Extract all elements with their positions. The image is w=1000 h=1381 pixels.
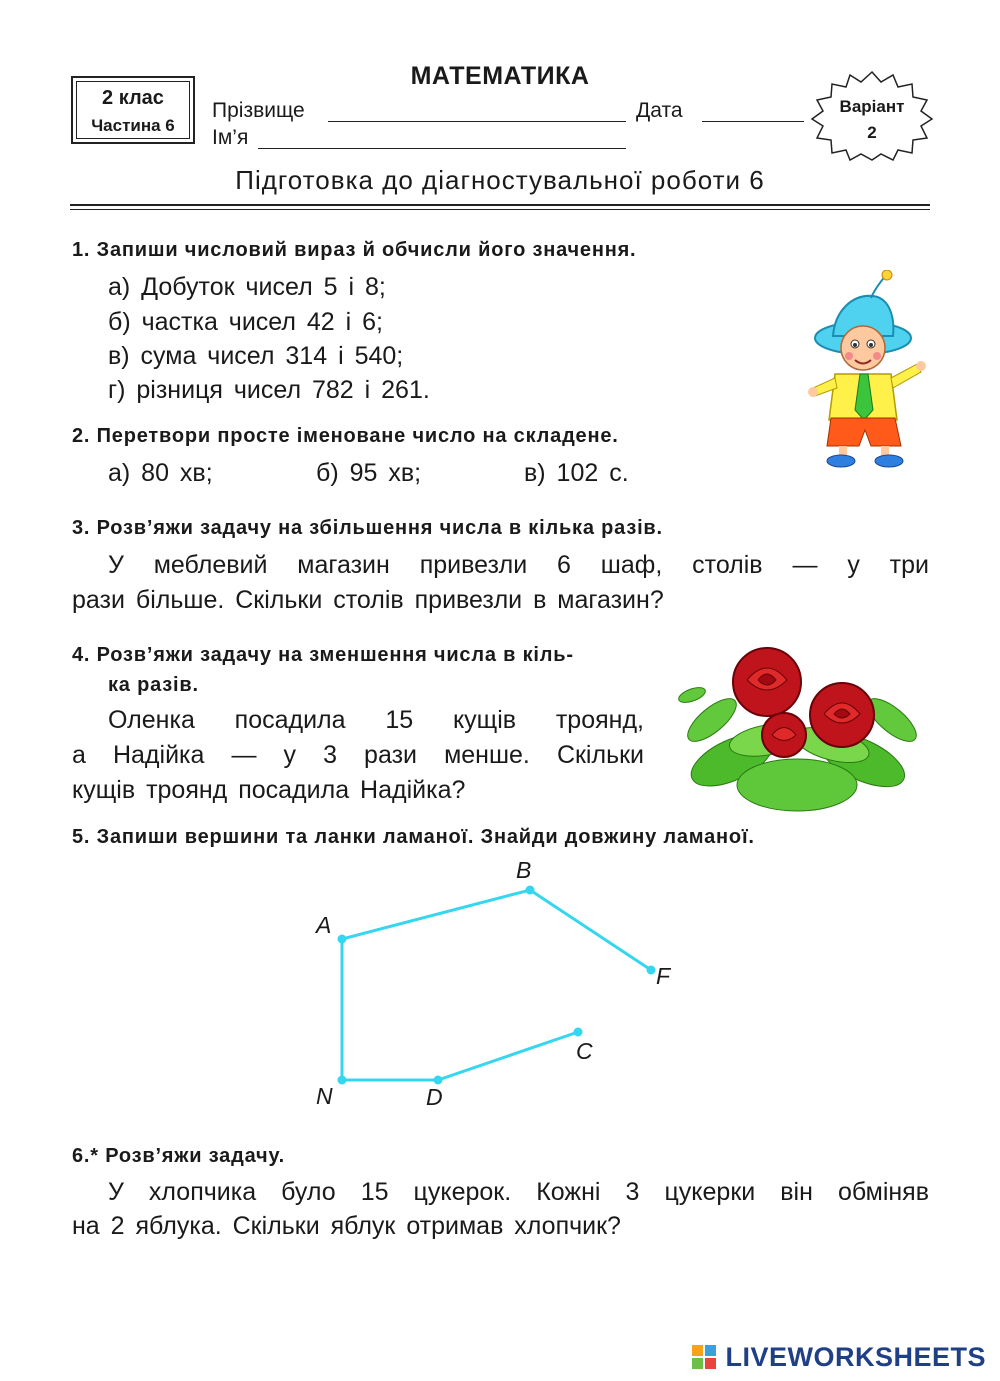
task2-item-b: б) 95 хв; [316,459,422,487]
task2-heading: 2. Перетвори просте іменоване число на складене. [72,425,619,447]
class-label: 2 клас [102,87,164,109]
point-c-label: C [576,1038,593,1064]
task6-heading: 6.* Розв’яжи задачу. [72,1145,285,1167]
variant-number: 2 [867,123,877,142]
surname-label: Прізвище [212,99,305,122]
point-d-label: D [426,1084,443,1110]
roses-illustration [672,640,922,815]
task1-item-c: в) сума чисел 314 і 540; [108,342,404,370]
task1-item-b: б) частка чисел 42 і 6; [108,308,384,336]
polyline-diagram [300,855,700,1115]
polyline-svg [300,855,700,1115]
segment-bf [530,890,651,970]
task4-text-line3: кущів троянд посадила Надійка? [72,776,466,804]
worksheet-subtitle: Підготовка до діагностувальної роботи 6 [235,165,765,195]
point-a-dot [338,935,347,944]
name-field[interactable] [258,148,626,149]
polyline-abnd-c [342,890,578,1080]
task4-heading-line2: ка разів. [108,674,199,696]
task5-heading: 5. Запиши вершини та ланки ламаної. Знайди довжину ламаної. [72,826,755,848]
task4-text-line2: а Надійка — у 3 рази менше. Скільки [72,741,644,769]
task6-text-line1: У хлопчика було 15 цукерок. Кожні 3 цукерки він обміняв [108,1178,929,1206]
task6-text-line2: на 2 яблука. Скільки яблук отримав хлопчик? [72,1212,621,1240]
point-n-label: N [316,1083,333,1109]
task1-item-d: г) різниця чисел 782 і 261. [108,376,430,404]
class-box [71,76,195,144]
part-label: Частина 6 [91,116,175,135]
subject-title: МАТЕМАТИКА [410,62,590,90]
task2-item-a: а) 80 хв; [108,459,213,487]
point-f-dot [647,966,656,975]
liveworksheets-logo-icon [692,1345,716,1369]
point-c-dot [574,1028,583,1037]
task1-heading: 1. Запиши числовий вираз й обчисли його значення. [72,239,637,261]
task3-text-line1: У меблевий магазин привезли 6 шаф, столів — у три [108,551,929,579]
date-field[interactable] [702,121,804,122]
task3-text-line2: рази більше. Скільки столів привезли в магазин? [72,586,664,614]
point-b-label: B [516,857,532,883]
surname-field[interactable] [328,121,626,122]
name-label: Ім’я [212,126,249,149]
header-divider-thin [70,209,930,210]
liveworksheets-watermark[interactable]: LIVEWORKSHEETS [725,1342,986,1372]
point-f-label: F [656,963,671,989]
header-divider [70,204,930,206]
point-b-dot [526,886,535,895]
variant-badge [810,70,934,162]
task4-heading-line1: 4. Розв’яжи задачу на зменшення числа в кіль- [72,644,574,666]
task2-item-c: в) 102 с. [524,459,629,487]
task1-item-a: а) Добуток чисел 5 і 8; [108,273,386,301]
point-a-label: A [316,912,332,938]
boy-illustration [805,270,930,470]
task3-heading: 3. Розв’яжи задачу на збільшення числа в кілька разів. [72,517,663,539]
date-label: Дата [636,99,683,122]
variant-label: Варіант [839,97,905,116]
task4-text-line1: Оленка посадила 15 кущів троянд, [108,706,644,734]
point-n-dot [338,1076,347,1085]
